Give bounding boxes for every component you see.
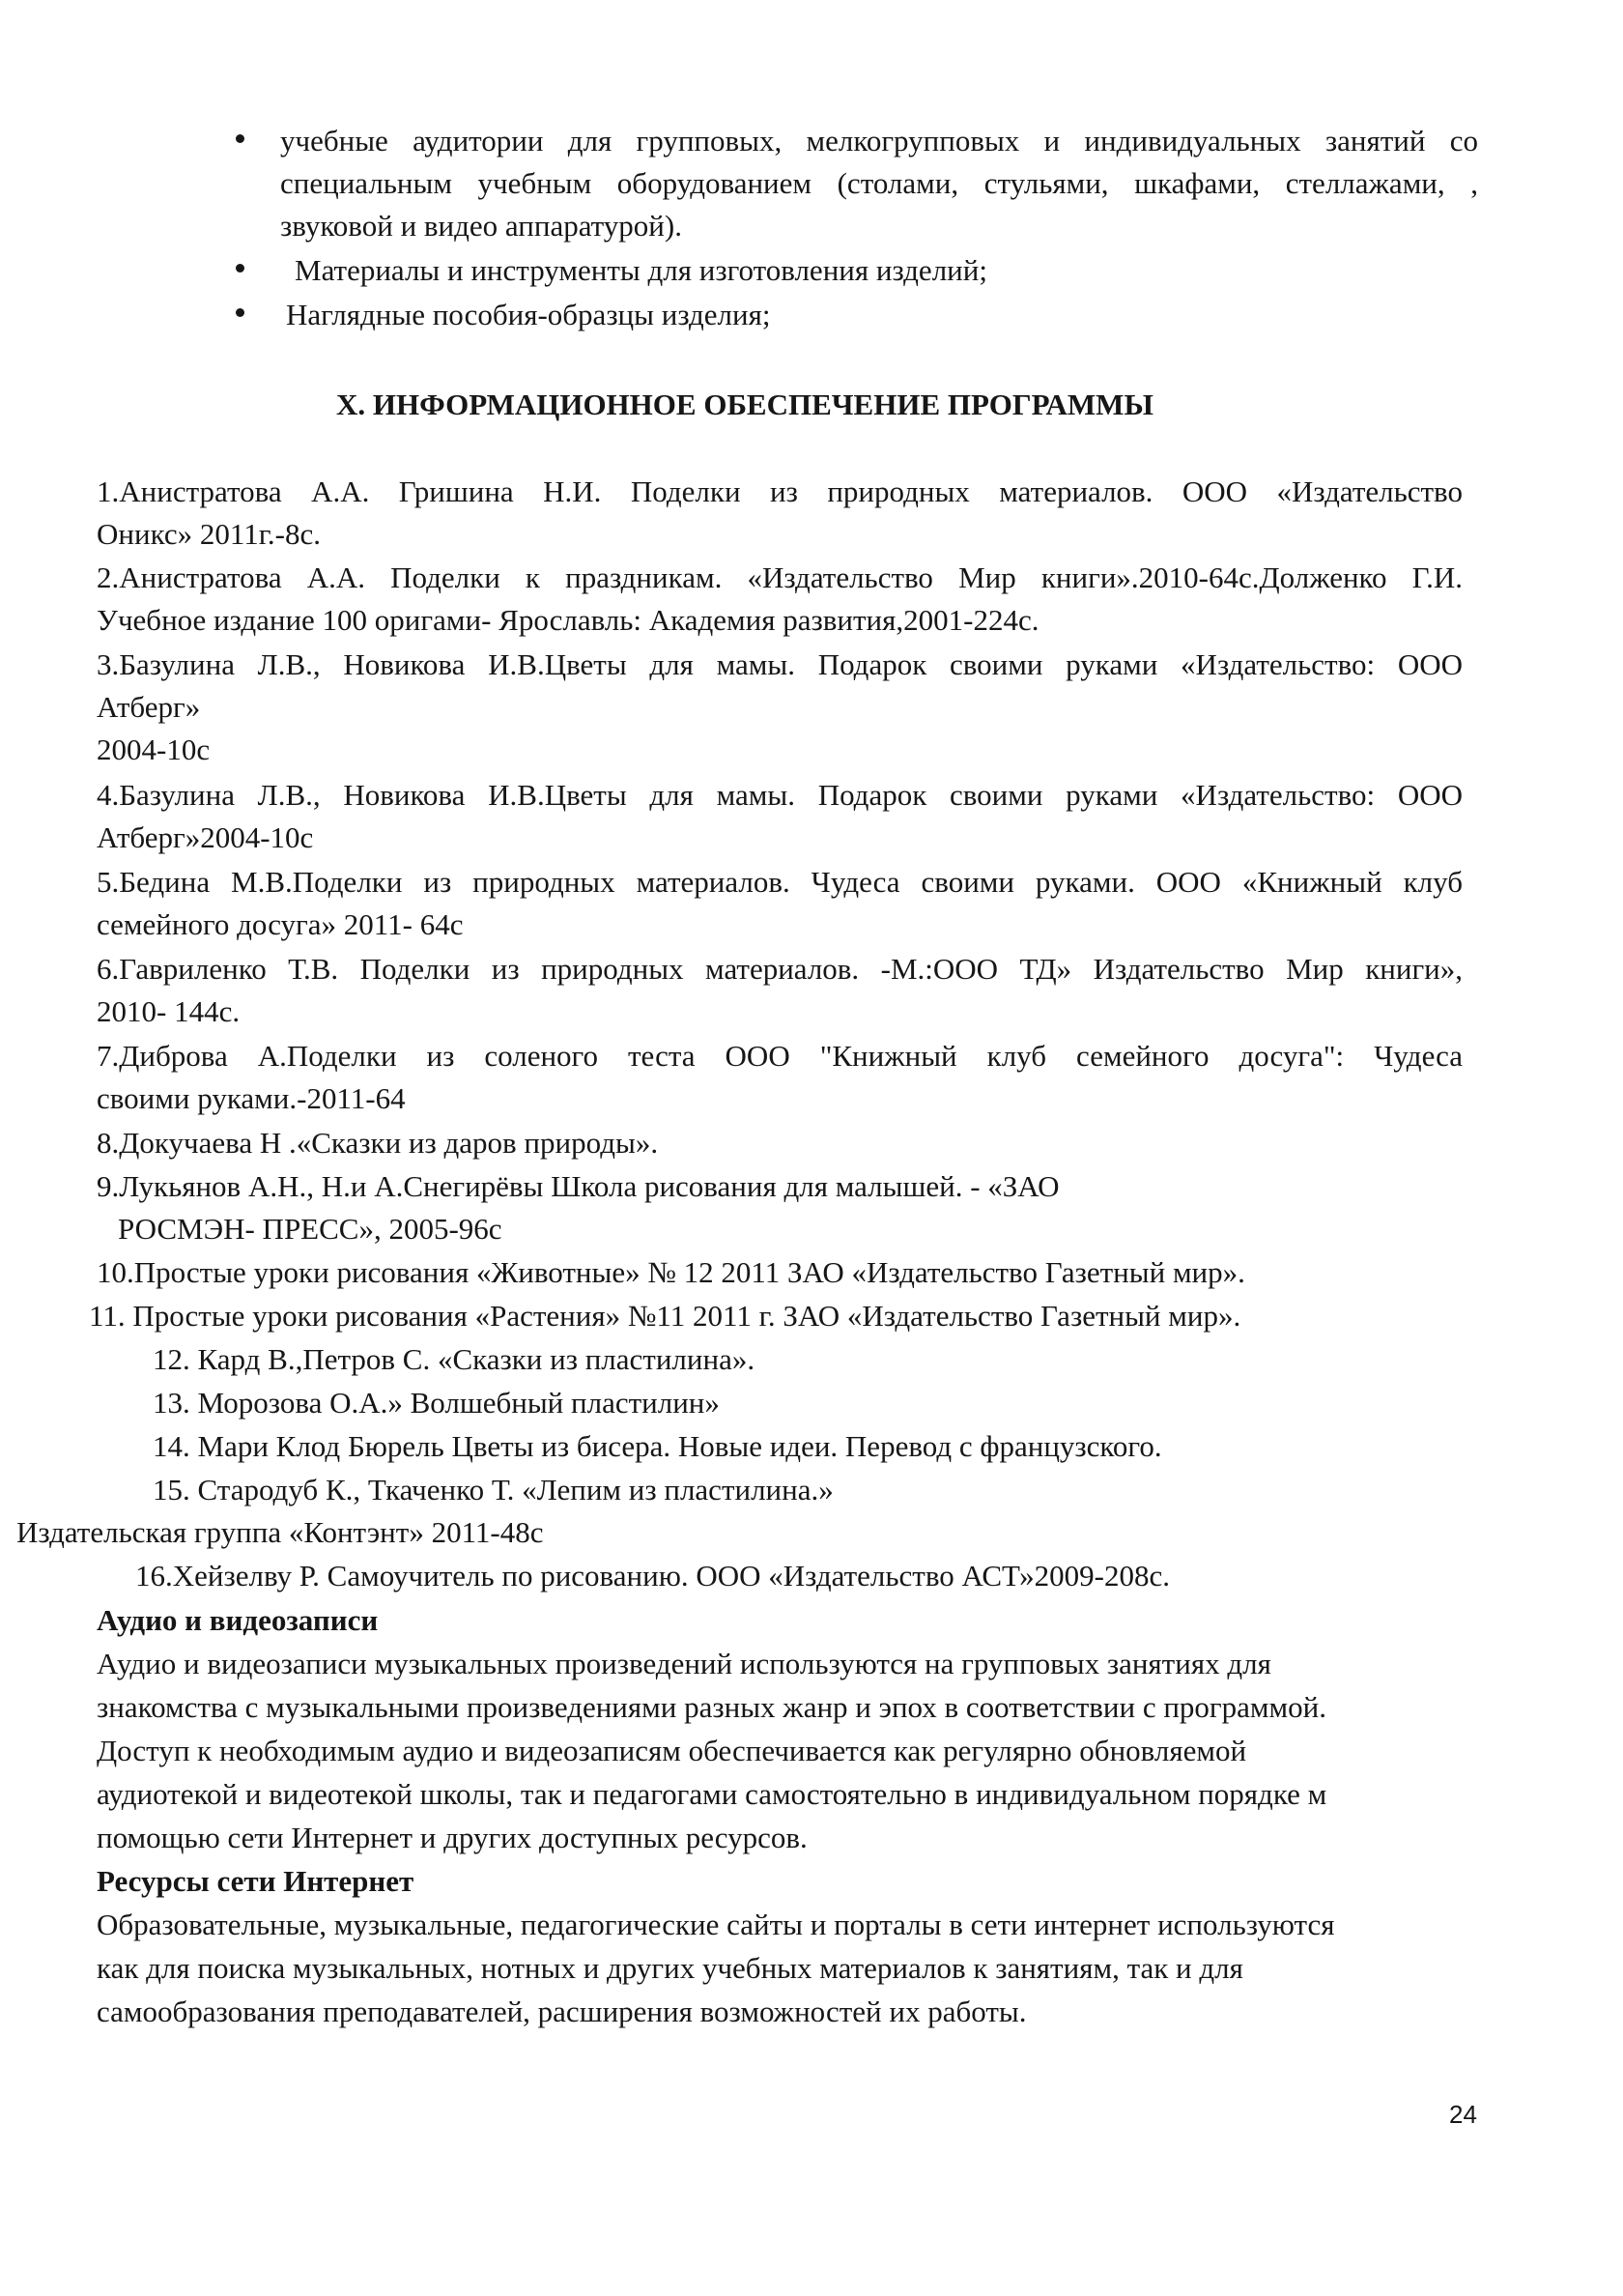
reference-5-line-1: 5.Бедина М.В.Поделки из природных материалов. Чудеса своими руками. ООО «Книжный клуб (97, 865, 1463, 899)
reference-12: 12. Кард В.,Петров С. «Сказки из пластилина». (153, 1342, 755, 1376)
reference-9-line-1: 9.Лукьянов А.Н., Н.и А.Снегирёвы Школа рисования для малышей. - «ЗАО (97, 1169, 1060, 1203)
reference-2-line-1: 2.Анистратова А.А. Поделки к праздникам. «Издательство Мир книги».2010-64с.Долженко Г.И. (97, 560, 1463, 594)
audio-line-5: помощью сети Интернет и других доступных ресурсов. (97, 1821, 808, 1854)
reference-3-line-3: 2004-10с (97, 732, 211, 766)
bullet-marker-3 (236, 308, 244, 317)
bullet-3-line-1: Наглядные пособия-образцы изделия; (286, 298, 771, 331)
bullet-marker-1 (236, 134, 244, 143)
bullet-1-line-2: специальным учебным оборудованием (столами, стульями, шкафами, стеллажами, , (280, 166, 1478, 200)
reference-15-line-1: 15. Стародуб К., Ткаченко Т. «Лепим из пластилина.» (153, 1473, 834, 1507)
internet-line-1: Образовательные, музыкальные, педагогические сайты и порталы в сети интернет используются (97, 1908, 1335, 1941)
page-number: 24 (1449, 2100, 1477, 2129)
reference-7-line-1: 7.Диброва А.Поделки из соленого теста ООО "Книжный клуб семейного досуга": Чудеса (97, 1039, 1463, 1073)
reference-3-line-1: 3.Базулина Л.В., Новикова И.В.Цветы для мамы. Подарок своими руками «Издательство: ООО (97, 647, 1463, 681)
reference-7-line-2: своими руками.-2011-64 (97, 1081, 406, 1115)
bullet-1-line-3: звуковой и видео аппаратурой). (280, 209, 682, 243)
internet-heading: Ресурсы сети Интернет (97, 1864, 414, 1898)
audio-line-3: Доступ к необходимым аудио и видеозаписям обеспечивается как регулярно обновляемой (97, 1734, 1247, 1767)
bullet-marker-2 (236, 264, 244, 273)
internet-line-3: самообразования преподавателей, расширения возможностей их работы. (97, 1995, 1027, 2028)
reference-9-line-2: РОСМЭН- ПРЕСС», 2005-96с (118, 1212, 502, 1246)
bullet-1-line-1: учебные аудитории для групповых, мелкогрупповых и индивидуальных занятий со (280, 124, 1478, 158)
reference-4-line-2: Атберг»2004-10с (97, 820, 314, 854)
reference-6-line-2: 2010- 144с. (97, 994, 241, 1028)
bullet-2-line-1: Материалы и инструменты для изготовления изделий; (295, 253, 987, 287)
reference-1-line-2: Оникс» 2011г.-8с. (97, 517, 322, 551)
reference-13: 13. Морозова О.А.» Волшебный пластилин» (153, 1386, 720, 1420)
reference-1-line-1: 1.Анистратова А.А. Гришина Н.И. Поделки из природных материалов. ООО «Издательство (97, 474, 1463, 508)
internet-line-2: как для поиска музыкальных, нотных и других учебных материалов к занятиям, так и для (97, 1951, 1243, 1985)
reference-16: 16.Хейзелву Р. Самоучитель по рисованию. ООО «Издательство АСТ»2009-208с. (135, 1559, 1170, 1593)
reference-11: 11. Простые уроки рисования «Растения» №11 2011 г. ЗАО «Издательство Газетный мир». (89, 1299, 1241, 1333)
audio-line-2: знакомства с музыкальными произведениями разных жанр и эпох в соответствии с программой. (97, 1690, 1326, 1724)
audio-line-4: аудиотекой и видеотекой школы, так и педагогами самостоятельно в индивидуальном порядке м (97, 1777, 1327, 1811)
reference-8: 8.Докучаева Н .«Сказки из даров природы». (97, 1126, 659, 1160)
reference-3-line-2: Атберг» (97, 690, 201, 724)
reference-5-line-2: семейного досуга» 2011- 64с (97, 907, 464, 941)
audio-heading: Аудио и видеозаписи (97, 1603, 379, 1637)
reference-10: 10.Простые уроки рисования «Животные» № 12 2011 ЗАО «Издательство Газетный мир». (97, 1255, 1245, 1289)
reference-14: 14. Мари Клод Бюрель Цветы из бисера. Новые идеи. Перевод с французского. (153, 1429, 1162, 1463)
section-title: X. ИНФОРМАЦИОННОЕ ОБЕСПЕЧЕНИЕ ПРОГРАММЫ (336, 387, 1153, 421)
reference-6-line-1: 6.Гавриленко Т.В. Поделки из природных материалов. -М.:ООО ТД» Издательство Мир книги», (97, 952, 1463, 986)
reference-4-line-1: 4.Базулина Л.В., Новикова И.В.Цветы для мамы. Подарок своими руками «Издательство: ООО (97, 778, 1463, 812)
audio-line-1: Аудио и видеозаписи музыкальных произведений используются на групповых занятиях для (97, 1647, 1271, 1680)
reference-15-line-2: Издательская группа «Контэнт» 2011-48с (16, 1515, 544, 1549)
reference-2-line-2: Учебное издание 100 оригами- Ярославль: Академия развития,2001-224с. (97, 603, 1039, 637)
